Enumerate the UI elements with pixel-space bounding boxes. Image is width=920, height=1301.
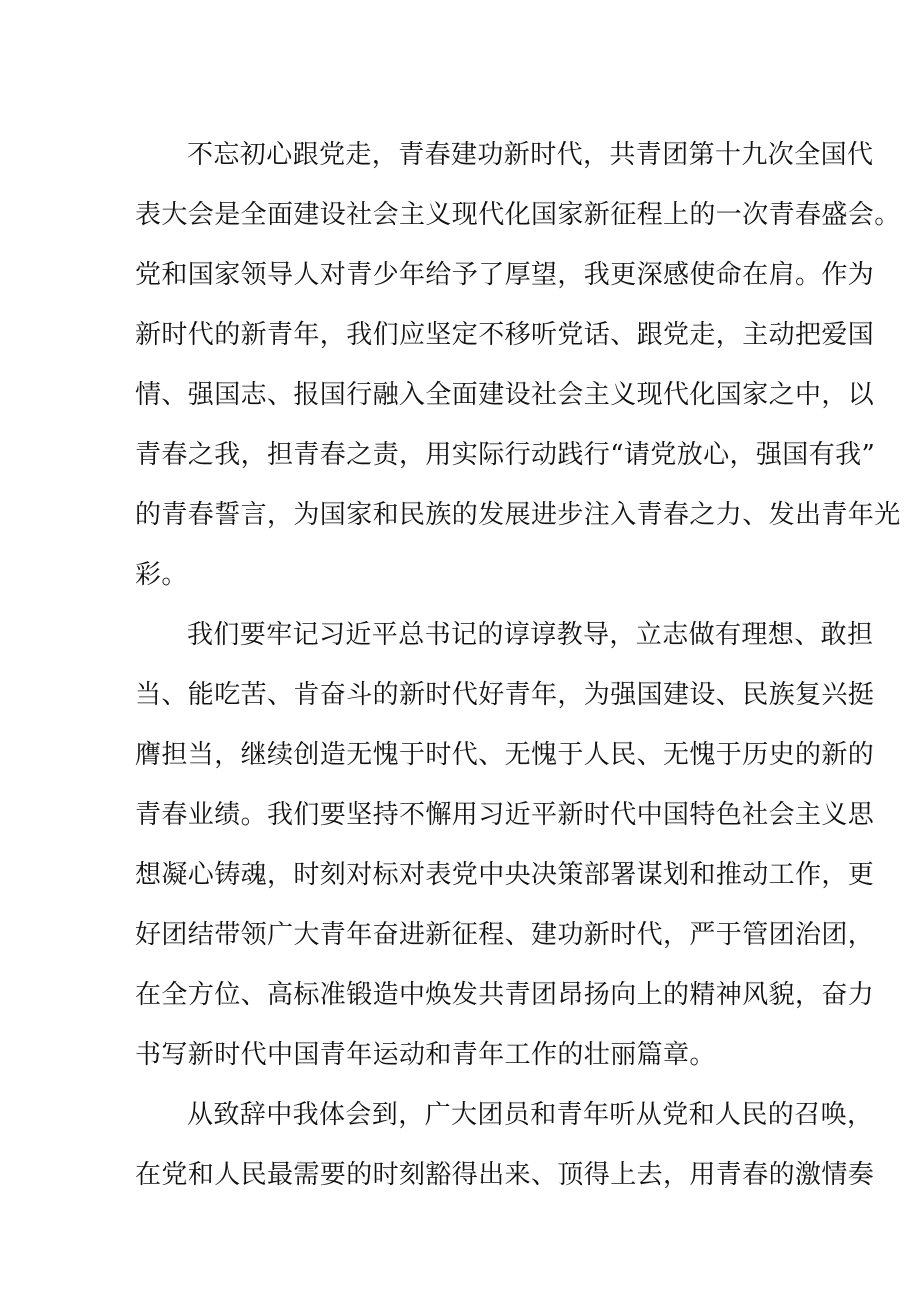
paragraph-1-line-7: 的青春誓言，为国家和民族的发展进步注入青春之力、发出青年光 (135, 500, 901, 530)
paragraph-1-line-8: 彩。 (135, 560, 188, 590)
paragraph-1-line-3: 党和国家领导人对青少年给予了厚望，我更深感使命在肩。作为 (135, 260, 875, 290)
paragraph-1-line-1: 不忘初心跟党走，青春建功新时代，共青团第十九次全国代 (187, 140, 874, 170)
paragraph-2-line-6: 好团结带领广大青年奋进新征程、建功新时代，严于管团治团， (135, 920, 875, 950)
paragraph-2-line-5: 想凝心铸魂，时刻对标对表党中央决策部署谋划和推动工作，更 (135, 860, 875, 890)
paragraph-1-line-6: 青春之我，担青春之责，用实际行动践行“请党放心，强国有我” (135, 440, 876, 470)
paragraph-1-line-2: 表大会是全面建设社会主义现代化国家新征程上的一次青春盛会。 (135, 200, 901, 230)
paragraph-3-line-2: 在党和人民最需要的时刻豁得出来、顶得上去，用青春的激情奏 (135, 1160, 875, 1190)
paragraph-2-line-1: 我们要牢记习近平总书记的谆谆教导，立志做有理想、敢担 (187, 620, 874, 650)
paragraph-2-line-8: 书写新时代中国青年运动和青年工作的壮丽篇章。 (135, 1040, 716, 1070)
paragraph-2-line-3: 膺担当，继续创造无愧于时代、无愧于人民、无愧于历史的新的 (135, 740, 875, 770)
paragraph-1-line-5: 情、强国志、报国行融入全面建设社会主义现代化国家之中，以 (135, 380, 875, 410)
paragraph-2-line-4: 青春业绩。我们要坚持不懈用习近平新时代中国特色社会主义思 (135, 800, 875, 830)
paragraph-2-line-7: 在全方位、高标准锻造中焕发共青团昂扬向上的精神风貌，奋力 (135, 980, 875, 1010)
paragraph-1-line-4: 新时代的新青年，我们应坚定不移听党话、跟党走，主动把爱国 (135, 320, 875, 350)
paragraph-2-line-2: 当、能吃苦、肯奋斗的新时代好青年，为强国建设、民族复兴挺 (135, 680, 875, 710)
paragraph-3-line-1: 从致辞中我体会到，广大团员和青年听从党和人民的召唤， (187, 1100, 874, 1130)
